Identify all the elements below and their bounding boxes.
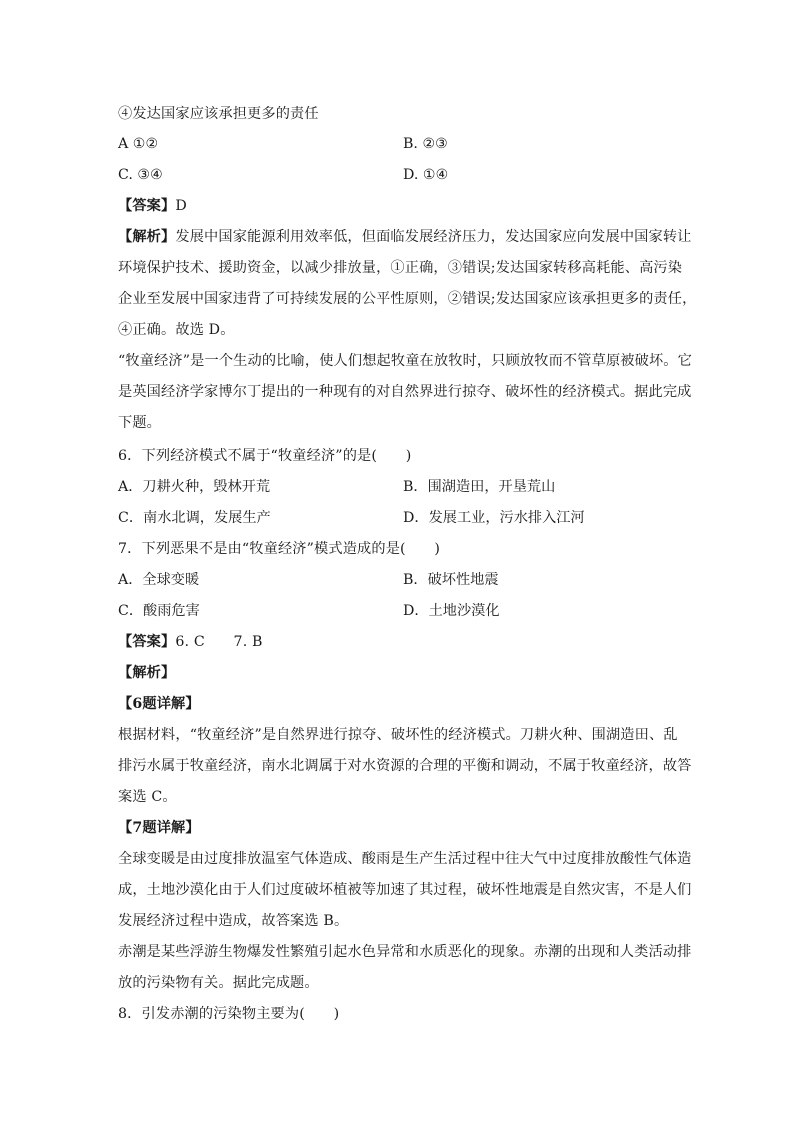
q7-choice-c: C．酸雨危害: [118, 603, 200, 619]
answer-value: 6. C 7. B: [175, 634, 263, 650]
q5-analysis-line-3: 企业至发展中国家违背了可持续发展的公平性原则，②错误;发达国家应该承担更多的责任，: [118, 291, 697, 307]
q5-analysis-line-1: [118, 227, 692, 247]
q6-detail-line-1: 根据材料，“牧童经济”是自然界进行掠夺、破坏性的经济模式。刀耕火种、围湖造田、乱: [118, 727, 678, 743]
q7-stem: 7．下列恶果不是由“牧童经济”模式造成的是( ): [118, 541, 441, 557]
answer-tag: 【答案】: [118, 198, 176, 214]
q5-analysis-line-4: ④正确。故选 D。: [118, 322, 235, 338]
q8-stem: 8．引发赤潮的污染物主要为( ): [118, 1006, 340, 1022]
q67-analysis-tag: 【解析】: [118, 665, 176, 681]
q6-detail-line-3: 案选 C。: [118, 789, 177, 805]
q5-answer: [118, 196, 678, 216]
answer-tag: 【答案】: [118, 634, 176, 650]
q6-detail-tag: 【6题详解】: [118, 696, 200, 712]
q6-choice-a: A．刀耕火种，毁林开荒: [118, 479, 271, 495]
q7-detail-tag: 【7题详解】: [118, 820, 200, 836]
analysis-text: 发展中国家能源利用效率低，但面临发展经济压力，发达国家应向发展中国家转让: [175, 229, 692, 245]
answer-value: D: [175, 198, 187, 214]
analysis-tag: 【解析】: [118, 229, 176, 245]
q7-choice-d: D．土地沙漠化: [403, 603, 500, 619]
q5-choice-b: B. ②③: [403, 136, 448, 152]
q5-choice-a: A ①②: [118, 136, 159, 152]
material1-line-3: 下题。: [118, 415, 162, 431]
q5-analysis-line-2: 环境保护技术、援助资金，以减少排放量，①正确，③错误;发达国家转移高耗能、高污染: [118, 260, 683, 276]
material1-line-1: “牧童经济”是一个生动的比喻，使人们想起牧童在放牧时，只顾放牧而不管草原被破坏。它: [118, 353, 692, 369]
q7-choice-b: B．破坏性地震: [403, 572, 499, 588]
q6-choice-c: C．南水北调，发展生产: [118, 510, 271, 526]
q6-stem: 6．下列经济模式不属于“牧童经济”的是( ): [118, 448, 412, 464]
q7-choice-a: A．全球变暖: [118, 572, 200, 588]
q5-choice-c: C. ③④: [118, 167, 163, 183]
q5-choice-d: D. ①④: [403, 167, 449, 183]
q67-answer: [118, 632, 678, 652]
material2-line-1: 赤潮是某些浮游生物爆发性繁殖引起水色异常和水质恶化的现象。赤潮的出现和人类活动排: [118, 944, 692, 960]
q5-option-4: ④发达国家应该承担更多的责任: [118, 106, 319, 122]
q7-detail-line-1: 全球变暖是由过度排放温室气体造成、酸雨是生产生活过程中往大气中过度排放酸性气体造: [118, 851, 692, 867]
q6-choice-d: D．发展工业，污水排入江河: [403, 510, 585, 526]
q7-detail-line-3: 发展经济过程中造成，故答案选 B。: [118, 913, 349, 929]
q6-choice-b: B．围湖造田，开垦荒山: [403, 479, 556, 495]
material1-line-2: 是英国经济学家博尔丁提出的一种现有的对自然界进行掠夺、破坏性的经济模式。据此完成: [118, 384, 692, 400]
q6-detail-line-2: 排污水属于牧童经济，南水北调属于对水资源的合理的平衡和调动，不属于牧童经济，故答: [118, 758, 692, 774]
q7-detail-line-2: 成，土地沙漠化由于人们过度破坏植被等加速了其过程，破坏性地震是自然灾害，不是人们: [118, 882, 692, 898]
material2-line-2: 放的污染物有关。据此完成题。: [118, 975, 319, 991]
